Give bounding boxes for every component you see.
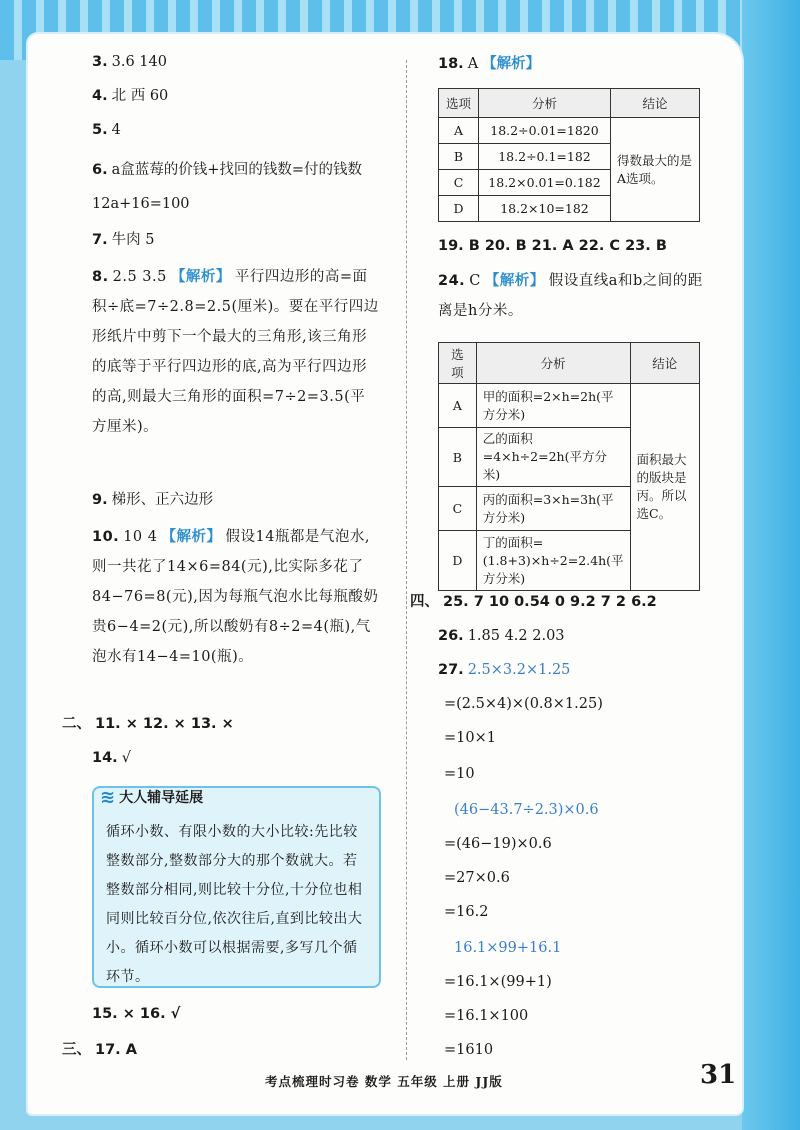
answer-q4: 4. 北 西 60 — [92, 88, 169, 104]
table-cell: 18.2×0.01=0.182 — [479, 170, 611, 196]
tip-title: 大人辅导延展 — [119, 790, 204, 806]
answer-q26: 26. 1.85 4.2 2.03 — [438, 628, 565, 644]
table-cell: C — [439, 170, 479, 196]
wave-icon: ≋ — [100, 786, 116, 808]
table-cell: D — [439, 196, 479, 222]
calc-step: =16.1×100 — [444, 1008, 529, 1024]
answer-q5: 5. 4 — [92, 122, 121, 138]
answer-q15-q16: 15. × 16. √ — [92, 1006, 181, 1022]
table-header: 选项 — [439, 89, 479, 118]
table-cell: A — [439, 118, 479, 144]
table-cell: 18.2×10=182 — [479, 196, 611, 222]
section-two-answers: 二、 11. × 12. × 13. × — [62, 716, 234, 732]
table-conclusion: 得数最大的是A选项。 — [611, 118, 700, 222]
table-cell: B — [439, 428, 477, 487]
parent-tip-box — [92, 786, 381, 988]
answer-q6-equation: 12a+16=100 — [92, 196, 190, 212]
page-footer: 考点梳理时习卷 数学 五年级 上册 JJ版 — [265, 1074, 503, 1089]
answer-q27-expr2: (46−43.7÷2.3)×0.6 — [454, 802, 599, 818]
table-cell: C — [439, 487, 477, 531]
column-divider — [406, 60, 407, 1060]
table-cell: 丁的面积=(1.8+3)×h÷2=2.4h(平方分米) — [476, 531, 630, 591]
calc-step: =16.2 — [444, 904, 489, 920]
answer-q6: 6. a盒蓝莓的价钱+找回的钱数=付的钱数 — [92, 162, 363, 178]
tip-heading — [100, 784, 203, 810]
analysis-table-q24 — [438, 342, 700, 591]
table-conclusion: 面积最大的版块是丙。所以选C。 — [630, 384, 699, 591]
calc-step: =(2.5×4)×(0.8×1.25) — [444, 696, 603, 712]
table-cell: D — [439, 531, 477, 591]
calc-step: =27×0.6 — [444, 870, 510, 886]
section-four-q25: 四、 25. 7 10 0.54 0 9.2 7 2 6.2 — [410, 594, 657, 610]
table-cell: 18.2÷0.1=182 — [479, 144, 611, 170]
table-cell: 甲的面积=2×h=2h(平方分米) — [476, 384, 630, 428]
answer-q9: 9. 梯形、正六边形 — [92, 492, 214, 508]
answer-q18: 18. A 【解析】 — [438, 55, 541, 72]
calc-step: =10×1 — [444, 730, 496, 746]
page-number: 31 — [700, 1060, 737, 1090]
answer-q8: 8. 2.5 3.5 【解析】 平行四边形的高=面积÷底=7÷2.8=2.5(厘米)。要在平行四边形纸片中剪下一个最大的三角形,该三角形的底等于平行四边形的底,高为平行四边形的高,则最大三角形的面积=7÷2=3.5(平方厘米)。 — [92, 268, 379, 435]
decorative-side-border — [742, 0, 800, 1130]
table-header: 选项 — [439, 343, 477, 384]
answer-q14: 14. √ — [92, 750, 131, 766]
calc-step: =1610 — [444, 1042, 494, 1058]
table-cell: B — [439, 144, 479, 170]
answer-q24: 24. C 【解析】 假设直线a和b之间的距离是h分米。 — [438, 272, 703, 319]
answer-q3: 3. 3.6 140 — [92, 54, 167, 70]
answer-page — [28, 34, 742, 1114]
answer-q27-expr1: 27. 2.5×3.2×1.25 — [438, 662, 571, 678]
table-header: 分析 — [476, 343, 630, 384]
table-cell: 丙的面积=3×h=3h(平方分米) — [476, 487, 630, 531]
answer-q27-expr3: 16.1×99+16.1 — [454, 940, 562, 956]
calc-step: =10 — [444, 766, 475, 782]
analysis-table-q18 — [438, 88, 700, 222]
calc-step: =16.1×(99+1) — [444, 974, 552, 990]
table-header: 结论 — [611, 89, 700, 118]
answer-q10: 10. 10 4 【解析】 假设14瓶都是气泡水,则一共花了14×6=84(元),比实际多花了84−76=8(元),因为每瓶气泡水比每瓶酸奶贵6−4=2(元),所以酸奶有8÷2=4(瓶),气泡水有14−4=10(瓶)。 — [92, 528, 379, 665]
answer-q7: 7. 牛肉 5 — [92, 232, 155, 248]
section-three-answers: 三、 17. A — [62, 1042, 137, 1058]
table-header: 分析 — [479, 89, 611, 118]
table-cell: 18.2÷0.01=1820 — [479, 118, 611, 144]
table-cell: 乙的面积=4×h÷2=2h(平方分米) — [476, 428, 630, 487]
table-cell: A — [439, 384, 477, 428]
table-header: 结论 — [630, 343, 699, 384]
calc-step: =(46−19)×0.6 — [444, 836, 552, 852]
answers-q19-q23: 19. B 20. B 21. A 22. C 23. B — [438, 238, 667, 254]
tip-text: 循环小数、有限小数的大小比较:先比较整数部分,整数部分大的那个数就大。若整数部分相同,则比较十分位,十分位也相同则比较百分位,依次往后,直到比较出大小。循环小数可以根据需要,多写几个循环节。 — [106, 824, 363, 985]
